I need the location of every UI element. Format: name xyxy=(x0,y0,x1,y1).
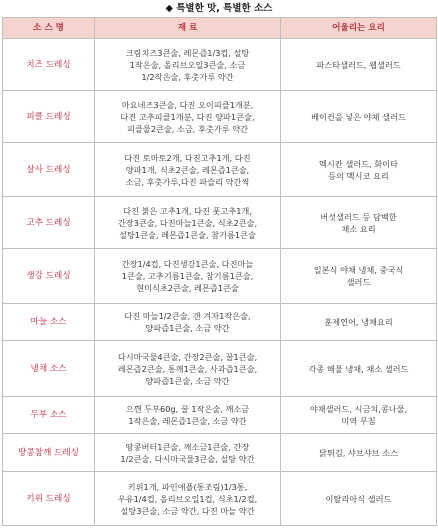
dishes-line: 미역 무침 xyxy=(341,416,376,426)
dishes-line: 버섯샐러드 등 담백한 xyxy=(320,211,397,222)
table-row xyxy=(3,434,437,472)
ingredients-line: 설탕3큰술, 소금 약간, 다진 마늘 약간 xyxy=(120,505,255,516)
ingredients-line: 우유1/4컵, 올리브오일1컵, 식초1/2컵, xyxy=(117,493,258,504)
ingredients-line: 다진 고추피클1개분, 다진 양파1큰술, xyxy=(120,111,255,122)
dishes-line: 이탈리아식 샐러드 xyxy=(325,493,392,504)
ingredients-line: 으깬 두부60g, 꿀 1작은술, 깨소금 xyxy=(125,404,250,414)
dishes-line: 등의 멕시코 요리 xyxy=(328,170,389,181)
sauce-name-cell: 치즈 드레싱 xyxy=(3,39,95,91)
ingredients-line: 1/2큰술, 다시마국물3큰술, 설탕 약간 xyxy=(120,453,255,464)
ingredients-cell xyxy=(95,249,281,304)
ingredients-line: 다진 붉은 고추1개, 다진 풋고추1개, xyxy=(123,205,252,216)
matching-dishes-cell xyxy=(281,91,437,143)
header-sauce-name: 소 스 명 xyxy=(3,18,95,39)
header-matching-dishes: 어울리는 요리 xyxy=(281,18,437,39)
ingredients-line: 크림치즈3큰술, 레몬즙1/3컵, 설탕 xyxy=(125,47,250,58)
ingredients-cell xyxy=(95,197,281,249)
table-row xyxy=(3,472,437,526)
ingredients-line: 다진 토마토2개, 다진고추1개, 다진 xyxy=(124,152,251,163)
table-row xyxy=(3,249,437,304)
sauce-name-cell: 피클 드레싱 xyxy=(3,91,95,143)
ingredients-line: 다진 마늘1/2큰술, 갠 겨자1작은술, xyxy=(124,311,251,321)
dishes-line: 채소 요리 xyxy=(341,223,376,234)
ingredients-cell xyxy=(95,434,281,472)
sauce-table xyxy=(2,17,437,526)
table-row xyxy=(3,39,437,91)
ingredients-line: 소금, 후춧가루,다진 파슬리 약간씩 xyxy=(125,176,250,187)
sauce-name-cell: 생강 드레싱 xyxy=(3,249,95,304)
ingredients-line: 양파즙1큰술, 소금 약간 xyxy=(145,375,230,386)
table-row xyxy=(3,197,437,249)
ingredients-cell xyxy=(95,91,281,143)
ingredients-line: 간장1/4컵, 다진생강1큰술, 다진마늘 xyxy=(121,259,254,269)
sauce-name-cell: 냉채 소스 xyxy=(3,341,95,397)
table-row xyxy=(3,143,437,197)
ingredients-line: 설탕1큰술, 레몬즙1큰술, 참기름1큰술 xyxy=(119,229,256,240)
matching-dishes-cell xyxy=(281,143,437,197)
ingredients-line: 간장3큰술, 다진마늘1큰술, 식초2큰술, xyxy=(117,217,258,228)
dishes-line: 훈제연어, 냉채요리 xyxy=(324,317,393,327)
ingredients-cell xyxy=(95,341,281,397)
ingredients-line: 땅콩버터1큰술, 깨소금1큰술, 간장 xyxy=(125,441,250,452)
dishes-line: 베이컨을 넣은 야채 샐러드 xyxy=(311,111,406,122)
matching-dishes-cell xyxy=(281,397,437,434)
sauce-name-cell: 마늘 소스 xyxy=(3,304,95,341)
matching-dishes-cell xyxy=(281,472,437,526)
ingredients-cell xyxy=(95,472,281,526)
sauce-name-cell: 살사 드레싱 xyxy=(3,143,95,197)
header-ingredients: 재 료 xyxy=(95,18,281,39)
dishes-line: 각종 해물 냉채, 채소 샐러드 xyxy=(308,363,409,374)
ingredients-cell xyxy=(95,397,281,434)
matching-dishes-cell xyxy=(281,39,437,91)
ingredients-line: 양파즙1큰술, 소금 약간 xyxy=(145,323,230,333)
page-title: ◆ 특별한 맛, 특별한 소스 xyxy=(165,3,273,14)
ingredients-line: 1/2작은술, 후춧가루 약간 xyxy=(141,71,234,82)
sauce-name-cell: 고추 드레싱 xyxy=(3,197,95,249)
ingredients-line: 양파1개, 식초2큰술, 레몬즙1큰술, xyxy=(125,164,250,175)
matching-dishes-cell xyxy=(281,434,437,472)
dishes-line: 샐러드 xyxy=(346,277,371,287)
dishes-line: 닭튀김, 샤브샤브 소스 xyxy=(319,447,398,458)
table-row xyxy=(3,304,437,341)
ingredients-line: 1큰술, 고추기름1큰술, 참기름1큰술, xyxy=(121,271,254,281)
sauce-name-cell: 땅콩참깨 드레싱 xyxy=(3,434,95,472)
ingredients-cell xyxy=(95,143,281,197)
matching-dishes-cell xyxy=(281,304,437,341)
dishes-line: 야채샐러드, 시금치,콩나물, xyxy=(309,404,408,414)
ingredients-line: 1작은술, 레몬즙1큰술, 소금 약간 xyxy=(128,416,247,426)
ingredients-line: 다시마국물4큰술, 간장2큰술, 꿀1큰술, xyxy=(117,351,258,362)
ingredients-line: 마요네즈3큰술, 다진 오이피클1개분, xyxy=(121,99,254,110)
table-row xyxy=(3,341,437,397)
ingredients-line: 키위1개, 파인애플(통조림)1/3통, xyxy=(127,481,248,492)
matching-dishes-cell xyxy=(281,341,437,397)
matching-dishes-cell xyxy=(281,197,437,249)
sauce-name-cell: 키위 드레싱 xyxy=(3,472,95,526)
dishes-line: 일본식 야채 냉채, 중국식 xyxy=(313,265,404,275)
ingredients-line: 1작은술, 올리브오일3큰술, 소금 xyxy=(129,59,246,70)
ingredients-line: 피클물2큰술, 소금, 후춧가루 약간 xyxy=(126,123,249,134)
table-row xyxy=(3,91,437,143)
table-header-row xyxy=(3,18,437,39)
sauce-name-cell: 두부 소스 xyxy=(3,397,95,434)
dishes-line: 파스타샐러드, 웹샐러드 xyxy=(316,59,401,70)
ingredients-cell xyxy=(95,304,281,341)
ingredients-cell xyxy=(95,39,281,91)
ingredients-line: 현미식초2큰술, 레몬즙1큰술 xyxy=(136,283,239,293)
ingredients-line: 레몬즙2큰술, 통깨1큰술, 사과즙1큰술, xyxy=(117,363,258,374)
dishes-line: 멕시칸 샐러드, 화이타 xyxy=(319,158,398,169)
matching-dishes-cell xyxy=(281,249,437,304)
table-row xyxy=(3,397,437,434)
